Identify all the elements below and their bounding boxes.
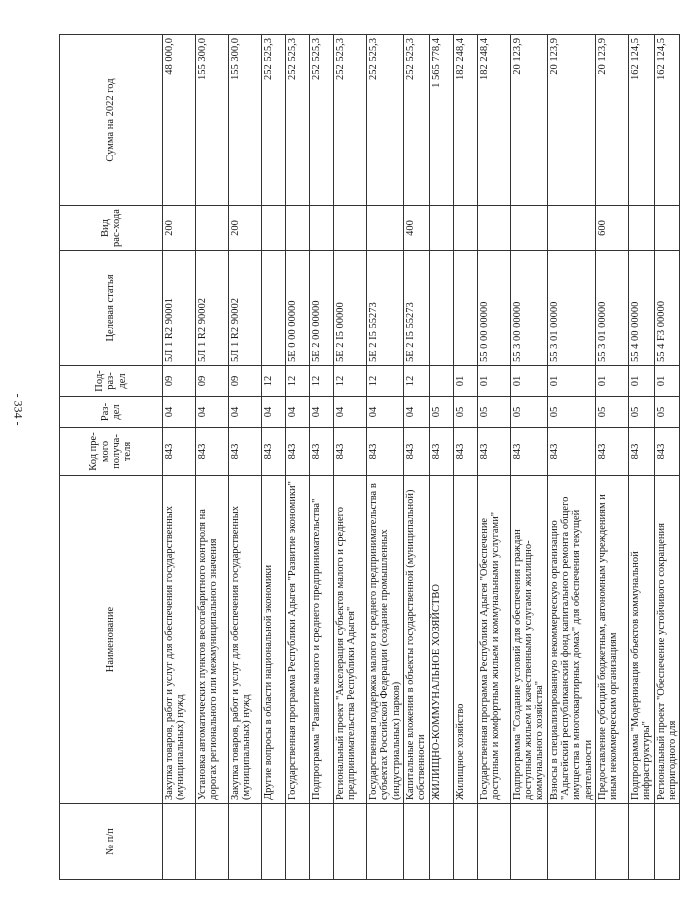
- cell-code: 843: [477, 428, 510, 476]
- cell-exptype: 200: [229, 206, 262, 251]
- cell-subsection: 01: [654, 366, 680, 397]
- cell-section: 05: [547, 397, 595, 428]
- cell-code: 843: [262, 428, 286, 476]
- cell-name: Жилищное хозяйство: [453, 476, 477, 804]
- cell-sum: 182 248,4: [477, 35, 510, 206]
- cell-code: 843: [429, 428, 453, 476]
- cell-num: [367, 804, 404, 880]
- cell-target: 5Е 2 I5 00000: [334, 251, 367, 366]
- cell-exptype: [367, 206, 404, 251]
- cell-num: [547, 804, 595, 880]
- cell-target: 5Л 1 R2 90002: [229, 251, 262, 366]
- table-row: [429, 35, 453, 880]
- cell-section: 05: [628, 397, 654, 428]
- cell-section: 05: [453, 397, 477, 428]
- cell-num: [429, 804, 453, 880]
- table-row: [510, 35, 547, 880]
- cell-subsection: 01: [595, 366, 628, 397]
- cell-exptype: [628, 206, 654, 251]
- cell-sum: 155 300,0: [229, 35, 262, 206]
- cell-exptype: [262, 206, 286, 251]
- table-row: [453, 35, 477, 880]
- cell-subsection: 12: [367, 366, 404, 397]
- cell-name: Государственная программа Республики Адыгея "Развитие экономики": [286, 476, 310, 804]
- cell-subsection: 12: [286, 366, 310, 397]
- cell-name: Предоставление субсидий бюджетным, автономным учреждениям и иным некоммерческим организациям: [595, 476, 628, 804]
- cell-num: [628, 804, 654, 880]
- cell-num: [229, 804, 262, 880]
- cell-name: Установка автоматических пунктов весогабаритного контроля на дорогах регионального или межмуниципального значения: [196, 476, 229, 804]
- cell-subsection: 09: [196, 366, 229, 397]
- cell-name: Государственная поддержка малого и среднего предпринимательства в субъектах Российской Федерации (создание промышленных (индустриальных) парков): [367, 476, 404, 804]
- cell-section: 04: [262, 397, 286, 428]
- cell-exptype: [654, 206, 680, 251]
- cell-num: [310, 804, 334, 880]
- header-name: Наименование: [60, 476, 163, 804]
- cell-target: 55 0 00 00000: [477, 251, 510, 366]
- cell-section: 05: [654, 397, 680, 428]
- cell-num: [510, 804, 547, 880]
- cell-target: [453, 251, 477, 366]
- cell-code: 843: [453, 428, 477, 476]
- table-row: [286, 35, 310, 880]
- table-row: [367, 35, 404, 880]
- header-sum: Сумма на 2022 год: [60, 35, 163, 206]
- cell-section: 05: [595, 397, 628, 428]
- cell-sum: 252 525,3: [262, 35, 286, 206]
- cell-sum: 252 525,3: [310, 35, 334, 206]
- cell-section: 05: [477, 397, 510, 428]
- table-header-row: [60, 35, 163, 880]
- cell-subsection: 01: [477, 366, 510, 397]
- cell-section: 05: [429, 397, 453, 428]
- cell-code: 843: [628, 428, 654, 476]
- cell-exptype: [477, 206, 510, 251]
- cell-exptype: 400: [403, 206, 429, 251]
- table-row: [628, 35, 654, 880]
- table-area: [59, 35, 678, 880]
- cell-target: 55 4 00 00000: [628, 251, 654, 366]
- table-row: [229, 35, 262, 880]
- cell-name: Взносы в специализированную некоммерческую организацию "Адыгейский республиканский фонд капитального ремонта общего имущества в многоквартирных домах" для обеспечения текущей деятельности: [547, 476, 595, 804]
- cell-subsection: 12: [310, 366, 334, 397]
- cell-subsection: 01: [510, 366, 547, 397]
- cell-exptype: [510, 206, 547, 251]
- cell-code: 843: [229, 428, 262, 476]
- cell-name: ЖИЛИЩНО-КОММУНАЛЬНОЕ ХОЗЯЙСТВО: [429, 476, 453, 804]
- cell-name: Подпрограмма "Развитие малого и среднего предпринимательства": [310, 476, 334, 804]
- cell-target: 5Е 0 00 00000: [286, 251, 310, 366]
- cell-name: Подпрограмма "Создание условий для обеспечения граждан доступным жильем и качественными услугами жилищно-коммунального хозяйства": [510, 476, 547, 804]
- cell-section: 05: [510, 397, 547, 428]
- cell-num: [595, 804, 628, 880]
- cell-code: 843: [286, 428, 310, 476]
- cell-name: Закупка товаров, работ и услуг для обеспечения государственных (муниципальных) нужд: [229, 476, 262, 804]
- cell-exptype: [286, 206, 310, 251]
- cell-subsection: 01: [547, 366, 595, 397]
- cell-subsection: 12: [403, 366, 429, 397]
- cell-num: [334, 804, 367, 880]
- cell-name: Государственная программа Республики Адыгея "Обеспечение доступным и комфортным жильем и коммунальными услугами": [477, 476, 510, 804]
- cell-subsection: 01: [628, 366, 654, 397]
- cell-target: 5Е 2 00 00000: [310, 251, 334, 366]
- cell-code: 843: [310, 428, 334, 476]
- cell-name: Закупка товаров, работ и услуг для обеспечения государственных (муниципальных) нужд: [163, 476, 196, 804]
- cell-sum: 252 525,3: [367, 35, 404, 206]
- cell-target: 5Л 1 R2 90001: [163, 251, 196, 366]
- cell-section: 04: [196, 397, 229, 428]
- cell-exptype: [334, 206, 367, 251]
- cell-exptype: [196, 206, 229, 251]
- rotated-table-container: [59, 35, 678, 880]
- cell-name: Региональный проект "Обеспечение устойчивого сокращения непригодного для: [654, 476, 680, 804]
- cell-num: [262, 804, 286, 880]
- cell-name: Подпрограмма "Модернизация объектов коммунальной инфраструктуры": [628, 476, 654, 804]
- cell-sum: 182 248,4: [453, 35, 477, 206]
- cell-code: 843: [403, 428, 429, 476]
- cell-num: [196, 804, 229, 880]
- table-row: [403, 35, 429, 880]
- header-subsection: Под-раз-дел: [60, 366, 163, 397]
- cell-section: 04: [403, 397, 429, 428]
- header-exptype: Вид рас-хода: [60, 206, 163, 251]
- cell-subsection: 09: [163, 366, 196, 397]
- cell-subsection: 01: [453, 366, 477, 397]
- cell-subsection: [429, 366, 453, 397]
- page-number: - 334 -: [11, 393, 26, 426]
- cell-sum: 20 123,9: [510, 35, 547, 206]
- cell-section: 04: [163, 397, 196, 428]
- cell-code: 843: [654, 428, 680, 476]
- cell-sum: 252 525,3: [286, 35, 310, 206]
- table-row: [595, 35, 628, 880]
- cell-exptype: 600: [595, 206, 628, 251]
- cell-target: 5Л 1 R2 90002: [196, 251, 229, 366]
- table-row: [477, 35, 510, 880]
- cell-sum: 155 300,0: [196, 35, 229, 206]
- cell-exptype: [453, 206, 477, 251]
- cell-sum: 252 525,3: [334, 35, 367, 206]
- cell-exptype: [429, 206, 453, 251]
- cell-sum: 48 000,0: [163, 35, 196, 206]
- cell-sum: 20 123,9: [595, 35, 628, 206]
- header-code: Код пре-мого получа-теля: [60, 428, 163, 476]
- cell-section: 04: [229, 397, 262, 428]
- cell-num: [403, 804, 429, 880]
- cell-num: [453, 804, 477, 880]
- cell-subsection: 12: [334, 366, 367, 397]
- cell-sum: 252 525,3: [403, 35, 429, 206]
- cell-num: [654, 804, 680, 880]
- header-target: Целевая статья: [60, 251, 163, 366]
- header-section: Раз-дел: [60, 397, 163, 428]
- header-num: № п/п: [60, 804, 163, 880]
- cell-target: 5Е 2 I5 55273: [367, 251, 404, 366]
- cell-code: 843: [595, 428, 628, 476]
- cell-num: [477, 804, 510, 880]
- cell-target: 55 3 01 00000: [595, 251, 628, 366]
- budget-table: [59, 34, 680, 880]
- table-row: [196, 35, 229, 880]
- cell-name: Региональный проект "Акселерация субъектов малого и среднего предпринимательства Республики Адыгея": [334, 476, 367, 804]
- cell-target: 55 3 00 00000: [510, 251, 547, 366]
- cell-target: 55 4 F3 00000: [654, 251, 680, 366]
- cell-code: 843: [334, 428, 367, 476]
- cell-sum: 162 124,5: [654, 35, 680, 206]
- cell-exptype: [547, 206, 595, 251]
- cell-target: 5Е 2 I5 55273: [403, 251, 429, 366]
- cell-code: 843: [547, 428, 595, 476]
- cell-section: 04: [334, 397, 367, 428]
- cell-sum: 1 565 778,4: [429, 35, 453, 206]
- cell-name: Другие вопросы в области национальной экономики: [262, 476, 286, 804]
- cell-sum: 162 124,5: [628, 35, 654, 206]
- table-row: [262, 35, 286, 880]
- cell-name: Капитальные вложения в объекты государственной (муниципальной) собственности: [403, 476, 429, 804]
- cell-subsection: 12: [262, 366, 286, 397]
- table-row: [163, 35, 196, 880]
- cell-exptype: 200: [163, 206, 196, 251]
- cell-code: 843: [163, 428, 196, 476]
- cell-exptype: [310, 206, 334, 251]
- cell-code: 843: [196, 428, 229, 476]
- table-row: [310, 35, 334, 880]
- cell-code: 843: [367, 428, 404, 476]
- cell-num: [286, 804, 310, 880]
- cell-code: 843: [510, 428, 547, 476]
- cell-num: [163, 804, 196, 880]
- cell-section: 04: [367, 397, 404, 428]
- table-row: [654, 35, 680, 880]
- cell-section: 04: [310, 397, 334, 428]
- cell-sum: 20 123,9: [547, 35, 595, 206]
- table-row: [547, 35, 595, 880]
- cell-section: 04: [286, 397, 310, 428]
- cell-subsection: 09: [229, 366, 262, 397]
- cell-target: [429, 251, 453, 366]
- cell-target: [262, 251, 286, 366]
- cell-target: 55 3 01 00000: [547, 251, 595, 366]
- table-row: [334, 35, 367, 880]
